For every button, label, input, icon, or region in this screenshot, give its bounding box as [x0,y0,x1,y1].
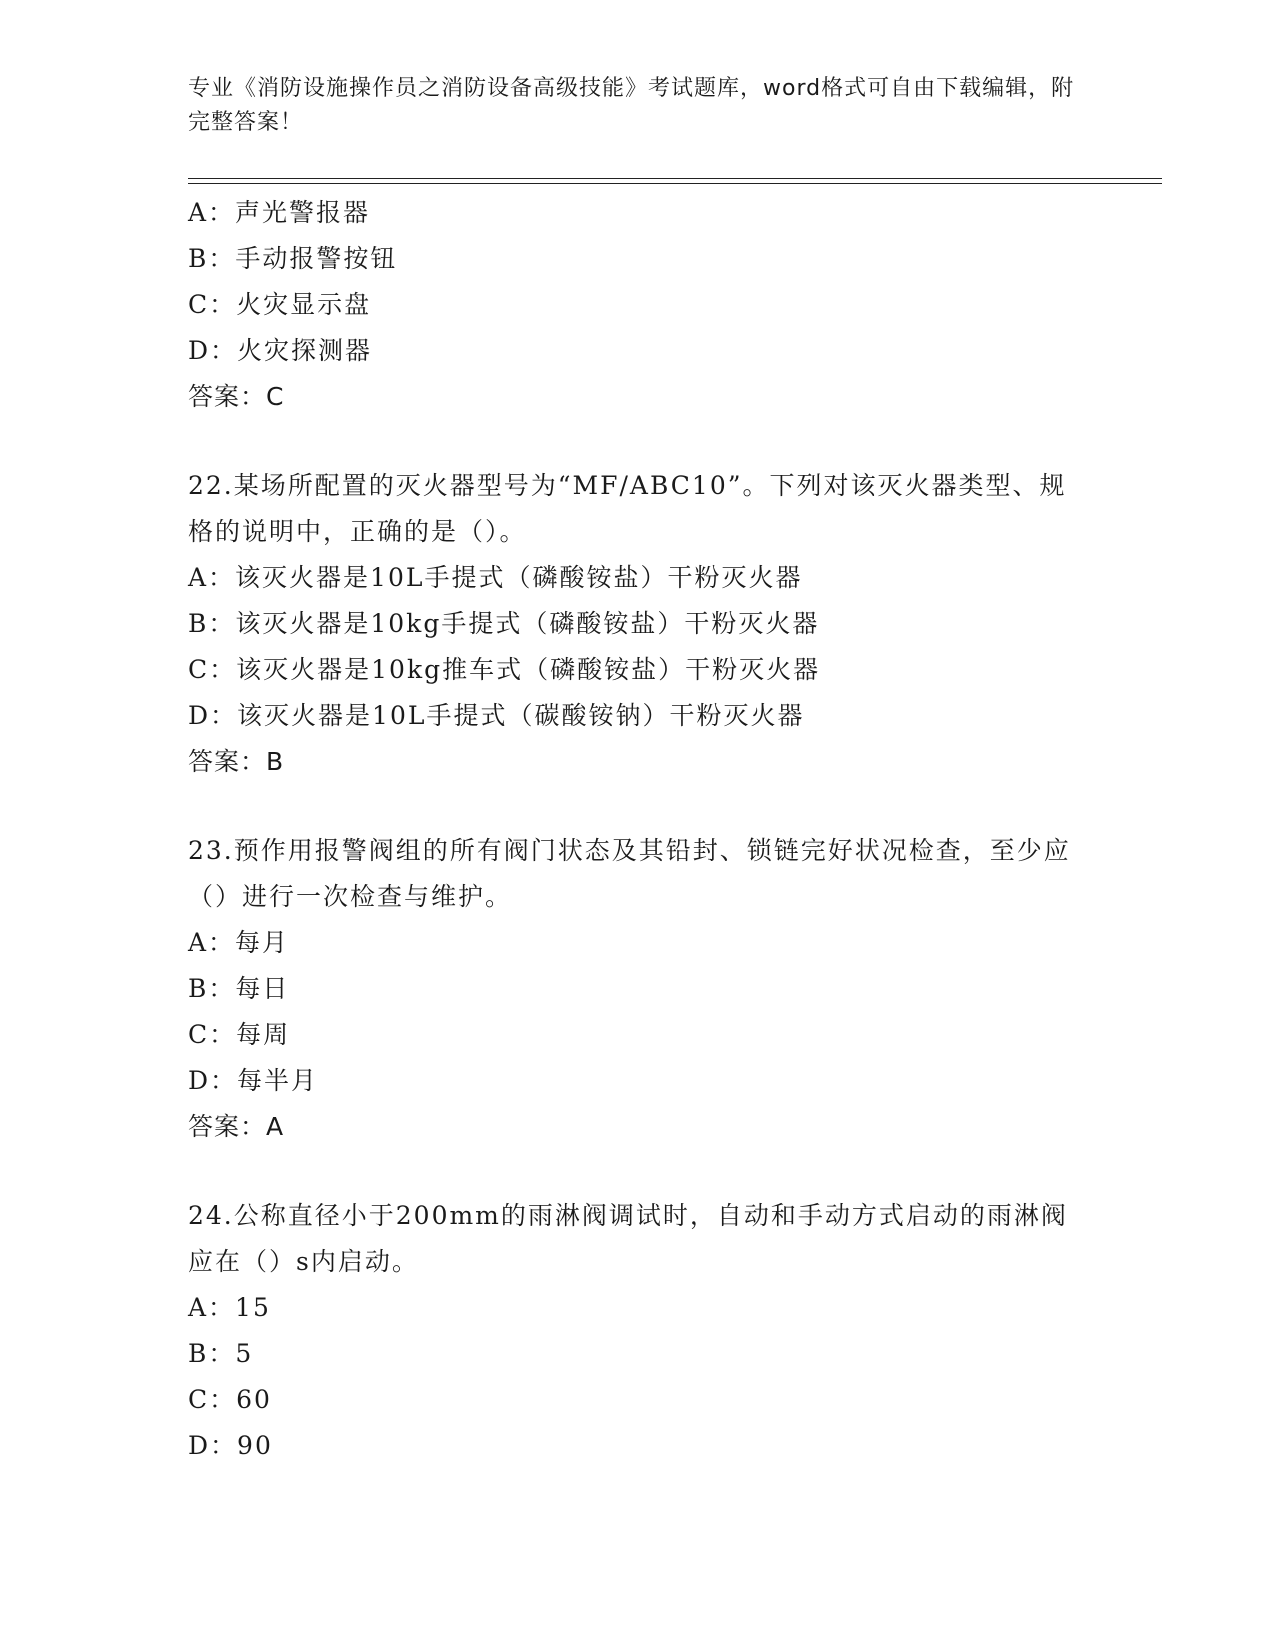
option-d: D：该灭火器是10L手提式（碳酸铵钠）干粉灭火器 [188,701,805,730]
option-d: D：90 [188,1431,273,1460]
option-c: C：该灭火器是10kg推车式（磷酸铵盐）干粉灭火器 [188,655,821,684]
option-c: C：每周 [188,1020,291,1049]
question-24 [188,1193,1088,1469]
option-a: A：15 [188,1293,271,1322]
option-b: B：每日 [188,974,290,1003]
question-text: 23.预作用报警阀组的所有阀门状态及其铅封、锁链完好状况检查，至少应（）进行一次检查与维护。 [188,836,1071,911]
option-b: B：该灭火器是10kg手提式（磷酸铵盐）干粉灭火器 [188,609,820,638]
question-answer: 答案：B [188,747,285,776]
header-divider-top [188,178,1162,179]
option-d: D：火灾探测器 [188,336,373,365]
option-a: A：声光警报器 [188,198,371,227]
option-d: D：每半月 [188,1066,319,1095]
option-a: A：该灭火器是10L手提式（磷酸铵盐）干粉灭火器 [188,563,803,592]
document-body [188,190,1088,1469]
question-answer: 答案：A [188,1112,285,1141]
question-options [188,1285,1088,1469]
prev-question-answer: 答案：C [188,382,285,411]
header-divider-bottom [188,183,1162,184]
question-options [188,920,1088,1104]
question-text: 22.某场所配置的灭火器型号为“MF/ABC10”。下列对该灭火器类型、规格的说明中，正确的是（）。 [188,471,1067,546]
question-text: 24.公称直径小于200mm的雨淋阀调试时，自动和手动方式启动的雨淋阀应在（）s内启动。 [188,1201,1068,1276]
question-options [188,555,1088,739]
option-c: C：火灾显示盘 [188,290,372,319]
option-c: C：60 [188,1385,272,1414]
option-b: B：5 [188,1339,254,1368]
document-header: 专业《消防设施操作员之消防设备高级技能》考试题库，word格式可自由下载编辑，附完整答案！ [188,76,1075,135]
question-22 [188,463,1088,785]
prev-question-options [188,190,1088,374]
question-23 [188,828,1088,1150]
option-a: A：每月 [188,928,290,957]
option-b: B：手动报警按钮 [188,244,398,273]
